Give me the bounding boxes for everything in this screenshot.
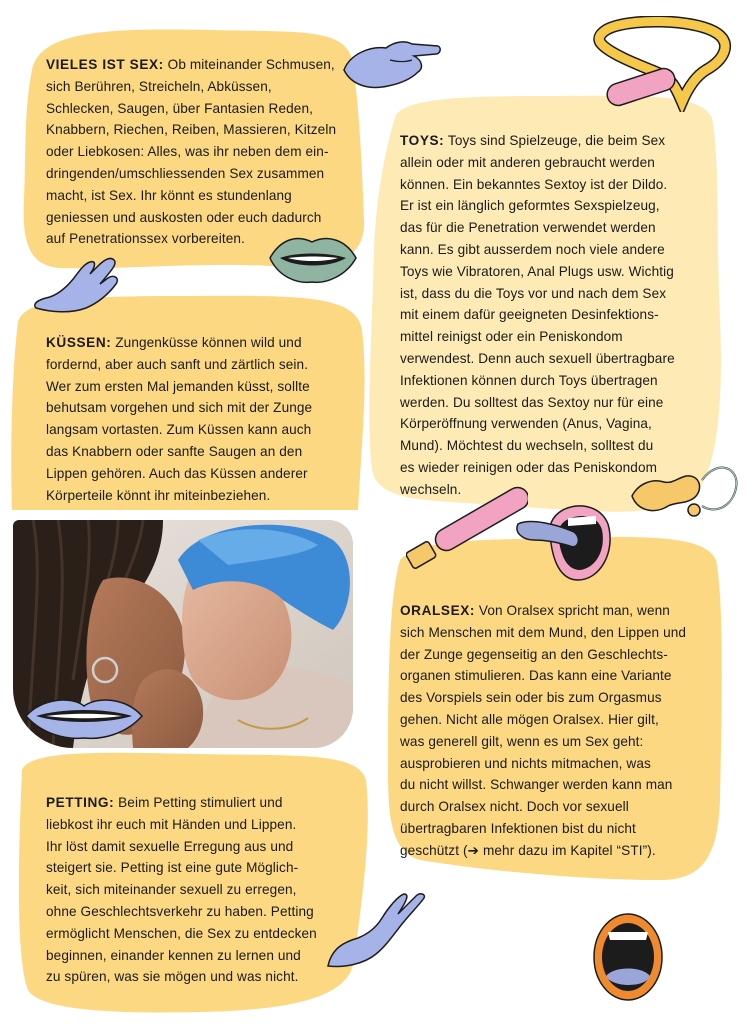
text-line: beginnen, einander kennen zu lernen und: [46, 947, 301, 963]
heading-toys: TOYS:: [400, 133, 445, 148]
heading-oralsex: ORALSEX:: [400, 603, 476, 618]
text-line: verwendest. Denn auch sexuell übertragbare: [400, 350, 675, 366]
text-line: Körperöffnung verwenden (Anus, Vagina,: [400, 416, 652, 432]
text-line: wechseln.: [400, 481, 462, 497]
text-line: Wer zum ersten Mal jemanden küsst, sollte: [46, 378, 310, 394]
text-line: Er ist ein länglich geformtes Sexspielzeug,: [400, 198, 660, 214]
text-line: Toys sind Spielzeuge, die beim Sex: [444, 133, 666, 148]
text-line: des Vorspiels sein oder bis zum Orgasmus: [400, 690, 662, 706]
text-line: kann. Es gibt ausserdem noch viele andere: [400, 241, 665, 257]
harness-icon: [586, 16, 736, 112]
section-petting: [46, 792, 356, 988]
text-line: übertragbaren Infektionen bist du nicht: [400, 820, 636, 836]
text-line: ohne Geschlechtsverkehr zu haben. Petting: [46, 903, 314, 919]
text-line: gehen. Nicht alle mögen Oralsex. Hier gilt,: [400, 711, 659, 727]
text-line: das für die Penetration verwendet werden: [400, 220, 656, 236]
text-line: sich Menschen mit dem Mund, den Lippen und: [400, 624, 687, 640]
text-line: geschützt (➔ mehr dazu im Kapitel “STI”).: [400, 842, 656, 858]
text-line: behutsam vorgehen und sich mit der Zunge: [46, 400, 313, 416]
section-kuessen: [46, 332, 356, 506]
text-line: macht, ist Sex. Ihr könnt es stundenlang: [46, 187, 292, 203]
text-line: Von Oralsex spricht man, wenn: [475, 603, 670, 618]
section-vieles: [46, 54, 346, 250]
text-line: sich Berühren, Streicheln, Abküssen,: [46, 78, 272, 94]
text-line: es wieder reinigen oder das Peniskondom: [400, 459, 658, 475]
heading-vieles: VIELES IST SEX:: [46, 57, 164, 72]
pointing-hand-icon: [340, 32, 444, 94]
text-line: Körperteile könnt ihr miteinbeziehen.: [46, 487, 271, 503]
text-line: organen stimulieren. Das kann eine Variante: [400, 668, 672, 684]
text-line: das Knabbern oder sanfte Saugen an den: [46, 443, 303, 459]
text-line: können. Ein bekanntes Sextoy ist der Dildo.: [400, 176, 668, 192]
text-line: was generell gilt, wenn es um Sex geht:: [400, 733, 644, 749]
text-line: du nicht willst. Schwanger werden kann man: [400, 777, 673, 793]
text-line: geniessen und auskosten oder euch dadurch: [46, 209, 322, 225]
text-line: der Zunge gegenseitig an den Geschlechts-: [400, 646, 668, 662]
text-line: durch Oralsex nicht. Doch vor sexuell: [400, 799, 629, 815]
text-line: Schlecken, Saugen, über Fantasien Reden,: [46, 100, 313, 116]
text-line: mit einem dafür geeigneten Desinfektions-: [400, 307, 659, 323]
text-line: ausprobieren und nichts mitmachen, was: [400, 755, 651, 771]
text-line: Ihr löst damit sexuelle Erregung aus und: [46, 838, 294, 854]
text-line: Knabbern, Riechen, Reiben, Massieren, Kitzeln: [46, 122, 337, 138]
heading-petting: PETTING:: [46, 795, 115, 810]
text-line: steigert sie. Petting ist eine gute Möglich-: [46, 860, 299, 876]
text-line: auf Penetrationssex vorbereiten.: [46, 231, 245, 247]
text-line: Mund). Möchtest du wechseln, solltest du: [400, 438, 654, 454]
text-line: Ob miteinander Schmusen,: [163, 57, 335, 72]
text-line: dringenden/umschliessenden Sex zusammen: [46, 165, 325, 181]
text-line: ist, dass du die Toys vor und nach dem Sex: [400, 285, 667, 301]
text-line: Lippen gehören. Auch das Küssen anderer: [46, 465, 308, 481]
text-line: langsam vortasten. Zum Küssen kann auch: [46, 422, 312, 438]
text-line: fordernd, aber auch sanft und zärtlich sein.: [46, 356, 309, 372]
lips-blue-icon: [22, 694, 146, 742]
text-line: liebkost ihr euch mit Händen und Lippen.: [46, 816, 297, 832]
open-hand-icon: [30, 256, 124, 322]
mouth-tongue-icon: [516, 494, 616, 584]
heading-kuessen: KÜSSEN:: [46, 335, 112, 350]
text-line: oder Liebkosen: Alles, was ihr neben dem ein-: [46, 144, 329, 160]
text-line: keit, sich miteinander sexuell zu erregen,: [46, 882, 297, 898]
text-line: Zungenküsse können wild und: [111, 335, 302, 350]
text-line: zu spüren, was sie mögen und was nicht.: [46, 969, 299, 985]
mouth-open-icon: [590, 910, 666, 1004]
text-line: Infektionen können durch Toys übertragen: [400, 372, 658, 388]
text-line: werden. Du solltest das Sextoy nur für eine: [400, 394, 664, 410]
text-line: Toys wie Vibratoren, Anal Plugs usw. Wichtig: [400, 263, 674, 279]
section-toys: [400, 130, 710, 501]
text-line: mittel reinigst oder ein Peniskondom: [400, 329, 623, 345]
text-line: ermöglicht Menschen, die Sex zu entdecken: [46, 925, 317, 941]
text-line: Beim Petting stimuliert und: [114, 795, 283, 810]
section-oralsex: [400, 600, 710, 862]
text-line: allein oder mit anderen gebraucht werden: [400, 154, 655, 170]
